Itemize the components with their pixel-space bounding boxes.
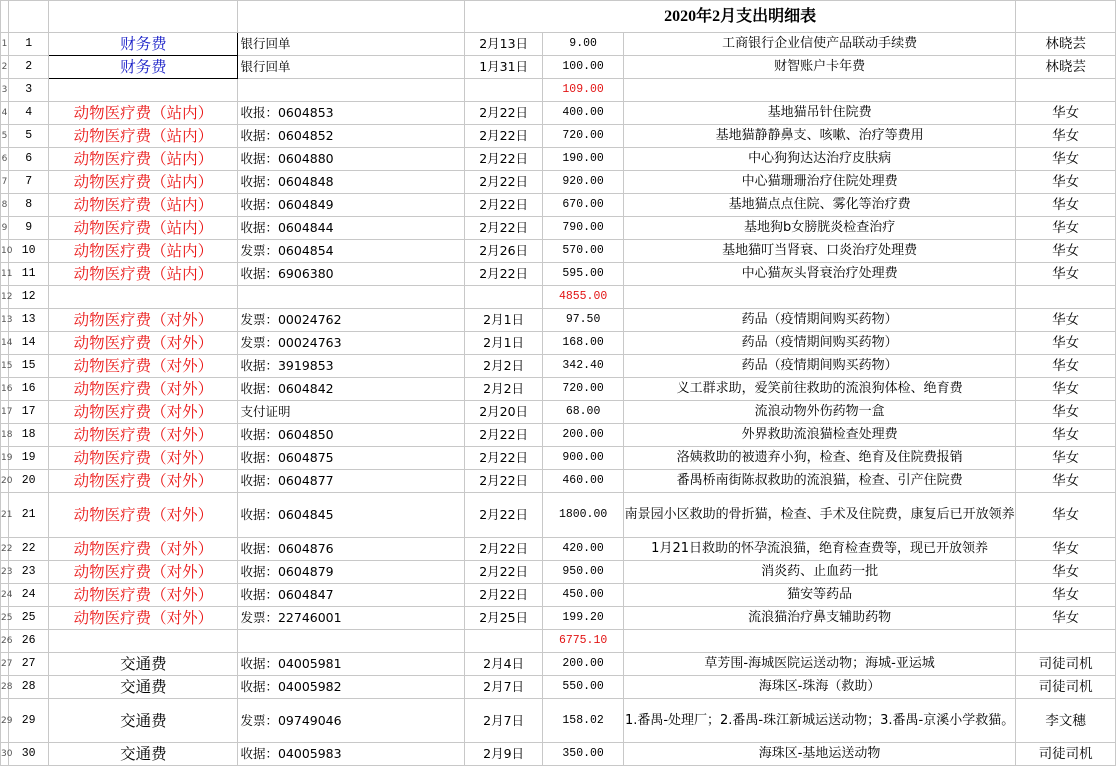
row-header[interactable]: 13 [1,309,9,332]
row-header[interactable]: 16 [1,378,9,401]
date-cell[interactable]: 2月1日 [464,332,542,355]
description-cell[interactable]: 猫安等药品 [623,584,1015,607]
amount-cell[interactable]: 199.20 [543,607,624,630]
description-cell[interactable]: 流浪猫治疗鼻支辅助药物 [623,607,1015,630]
category-cell[interactable]: 动物医疗费（对外） [49,493,238,538]
cell[interactable] [49,1,238,33]
description-cell[interactable]: 海珠区-基地运送动物 [623,743,1015,766]
date-cell[interactable] [464,286,542,309]
amount-cell[interactable]: 720.00 [543,125,624,148]
document-cell[interactable]: 收据：0604842 [238,378,464,401]
row-number-cell[interactable]: 10 [9,240,49,263]
person-cell[interactable] [1016,630,1116,653]
row-number-cell[interactable]: 28 [9,676,49,699]
category-cell[interactable]: 动物医疗费（对外） [49,447,238,470]
cell[interactable] [238,1,464,33]
amount-cell[interactable]: 68.00 [543,401,624,424]
person-cell[interactable]: 华女 [1016,401,1116,424]
table-row [1,676,1116,699]
description-cell[interactable]: 洛姨救助的被遗弃小狗，检查、绝育及住院费报销 [623,447,1015,470]
row-number-cell[interactable]: 18 [9,424,49,447]
row-number-cell[interactable]: 15 [9,355,49,378]
amount-cell[interactable]: 570.00 [543,240,624,263]
description-cell[interactable]: 基地猫叮当肾衰、口炎治疗处理费 [623,240,1015,263]
document-cell[interactable]: 收据：04005983 [238,743,464,766]
table-row [1,355,1116,378]
document-cell[interactable] [238,630,464,653]
table-row [1,240,1116,263]
category-cell[interactable] [49,79,238,102]
category-cell[interactable]: 交通费 [49,676,238,699]
row-number-cell[interactable]: 13 [9,309,49,332]
table-row [1,424,1116,447]
category-cell[interactable]: 动物医疗费（站内） [49,217,238,240]
row-header[interactable]: 20 [1,470,9,493]
table-row [1,561,1116,584]
row-number-cell[interactable]: 23 [9,561,49,584]
document-cell[interactable] [238,79,464,102]
date-cell[interactable]: 2月22日 [464,424,542,447]
table-row [1,171,1116,194]
row-number-cell[interactable]: 17 [9,401,49,424]
row-header[interactable]: 10 [1,240,9,263]
date-cell[interactable]: 2月13日 [464,33,542,56]
row-header[interactable]: 18 [1,424,9,447]
amount-cell[interactable]: 342.40 [543,355,624,378]
person-cell[interactable]: 华女 [1016,148,1116,171]
document-cell[interactable]: 发票：22746001 [238,607,464,630]
row-number-cell[interactable]: 14 [9,332,49,355]
subtotal-row [1,286,1116,309]
title-row [1,1,1116,33]
table-row [1,493,1116,538]
date-cell[interactable]: 2月7日 [464,699,542,743]
row-header[interactable]: 3 [1,79,9,102]
person-cell[interactable]: 华女 [1016,584,1116,607]
document-cell[interactable]: 收据：0604876 [238,538,464,561]
date-cell[interactable]: 2月22日 [464,263,542,286]
category-cell[interactable] [49,630,238,653]
description-cell[interactable]: 南景园小区救助的骨折猫，检查、手术及住院费，康复后已开放领养 [623,493,1015,538]
row-number-cell[interactable]: 9 [9,217,49,240]
table-row [1,653,1116,676]
amount-cell[interactable]: 920.00 [543,171,624,194]
person-cell[interactable]: 司徒司机 [1016,676,1116,699]
person-cell[interactable]: 华女 [1016,171,1116,194]
row-number-cell[interactable]: 24 [9,584,49,607]
row-header[interactable]: 6 [1,148,9,171]
category-cell[interactable]: 动物医疗费（对外） [49,538,238,561]
category-cell[interactable]: 财务费 [49,56,238,79]
person-cell[interactable]: 李文穗 [1016,699,1116,743]
date-cell[interactable]: 2月22日 [464,217,542,240]
date-cell[interactable]: 2月22日 [464,171,542,194]
category-cell[interactable]: 动物医疗费（站内） [49,102,238,125]
description-cell[interactable]: 1.番禺-处理厂；2.番禺-珠江新城运送动物；3.番禺-京溪小学救猫。 [623,699,1015,743]
description-cell[interactable]: 药品（疫情期间购买药物） [623,355,1015,378]
date-cell[interactable] [464,79,542,102]
row-number-cell[interactable]: 7 [9,171,49,194]
person-cell[interactable]: 华女 [1016,447,1116,470]
date-cell[interactable]: 2月2日 [464,378,542,401]
person-cell[interactable]: 华女 [1016,102,1116,125]
category-cell[interactable]: 动物医疗费（对外） [49,561,238,584]
document-cell[interactable]: 收据：0604880 [238,148,464,171]
row-header[interactable]: 21 [1,493,9,538]
document-cell[interactable]: 收据：0604848 [238,171,464,194]
table-row [1,401,1116,424]
row-number-cell[interactable]: 1 [9,33,49,56]
date-cell[interactable]: 2月22日 [464,470,542,493]
category-cell[interactable] [49,286,238,309]
date-cell[interactable]: 2月9日 [464,743,542,766]
document-cell[interactable]: 收据：0604879 [238,561,464,584]
row-number-cell[interactable]: 20 [9,470,49,493]
amount-cell[interactable]: 190.00 [543,148,624,171]
document-cell[interactable]: 收据：0604844 [238,217,464,240]
person-cell[interactable]: 林晓芸 [1016,33,1116,56]
description-cell[interactable]: 外界救助流浪猫检查处理费 [623,424,1015,447]
table-row [1,743,1116,766]
subtotal-row [1,630,1116,653]
amount-cell[interactable]: 168.00 [543,332,624,355]
row-number-cell[interactable]: 6 [9,148,49,171]
table-row [1,584,1116,607]
date-cell[interactable]: 2月22日 [464,194,542,217]
table-row [1,217,1116,240]
category-cell[interactable]: 动物医疗费（站内） [49,148,238,171]
row-header[interactable]: 22 [1,538,9,561]
row-number-cell[interactable]: 26 [9,630,49,653]
date-cell[interactable]: 2月7日 [464,676,542,699]
description-cell[interactable]: 基地狗b女膀胱炎检查治疗 [623,217,1015,240]
row-number-cell[interactable]: 2 [9,56,49,79]
amount-cell[interactable]: 550.00 [543,676,624,699]
date-cell[interactable]: 2月22日 [464,447,542,470]
date-cell[interactable]: 2月1日 [464,309,542,332]
row-number-cell[interactable]: 4 [9,102,49,125]
document-cell[interactable]: 收据：6906380 [238,263,464,286]
row-header[interactable]: 27 [1,653,9,676]
row-number-cell[interactable]: 11 [9,263,49,286]
table-row [1,309,1116,332]
person-cell[interactable]: 华女 [1016,309,1116,332]
person-cell[interactable]: 华女 [1016,561,1116,584]
description-cell[interactable]: 中心狗狗达达治疗皮肤病 [623,148,1015,171]
date-cell[interactable]: 1月31日 [464,56,542,79]
person-cell[interactable]: 司徒司机 [1016,743,1116,766]
description-cell[interactable]: 工商银行企业信使产品联动手续费 [623,33,1015,56]
person-cell[interactable]: 华女 [1016,355,1116,378]
document-cell[interactable]: 发票：00024763 [238,332,464,355]
table-row [1,102,1116,125]
table-row [1,332,1116,355]
category-cell[interactable]: 交通费 [49,743,238,766]
amount-cell[interactable]: 900.00 [543,447,624,470]
category-cell[interactable]: 财务费 [49,33,238,56]
date-cell[interactable] [464,630,542,653]
row-header[interactable]: 19 [1,447,9,470]
row-number-cell[interactable]: 30 [9,743,49,766]
category-cell[interactable]: 动物医疗费（对外） [49,607,238,630]
category-cell[interactable]: 动物医疗费（对外） [49,309,238,332]
document-cell[interactable]: 收据：0604852 [238,125,464,148]
document-cell[interactable]: 收据：0604849 [238,194,464,217]
row-header[interactable]: 24 [1,584,9,607]
category-cell[interactable]: 动物医疗费（对外） [49,401,238,424]
category-cell[interactable]: 动物医疗费（站内） [49,171,238,194]
person-cell[interactable]: 华女 [1016,263,1116,286]
document-cell[interactable]: 发票：00024762 [238,309,464,332]
description-cell[interactable]: 1月21日救助的怀孕流浪猫，绝育检查费等，现已开放领养 [623,538,1015,561]
date-cell[interactable]: 2月20日 [464,401,542,424]
row-header[interactable]: 14 [1,332,9,355]
table-row [1,194,1116,217]
row-number-cell[interactable]: 19 [9,447,49,470]
date-cell[interactable]: 2月22日 [464,148,542,171]
description-cell[interactable]: 中心猫珊珊治疗住院处理费 [623,171,1015,194]
document-cell[interactable] [238,286,464,309]
table-row [1,148,1116,171]
person-cell[interactable]: 华女 [1016,194,1116,217]
person-cell[interactable]: 华女 [1016,240,1116,263]
row-header[interactable]: 1 [1,33,9,56]
table-row [1,447,1116,470]
person-cell[interactable]: 华女 [1016,470,1116,493]
amount-cell[interactable]: 158.02 [543,699,624,743]
amount-cell[interactable]: 1800.00 [543,493,624,538]
description-cell[interactable]: 中心猫灰头肾衰治疗处理费 [623,263,1015,286]
row-number-cell[interactable]: 21 [9,493,49,538]
date-cell[interactable]: 2月22日 [464,561,542,584]
document-cell[interactable]: 收据：3919853 [238,355,464,378]
row-header[interactable]: 17 [1,401,9,424]
row-number-cell[interactable]: 12 [9,286,49,309]
category-cell[interactable]: 动物医疗费（对外） [49,584,238,607]
description-cell[interactable]: 基地猫吊针住院费 [623,102,1015,125]
table-row [1,699,1116,743]
description-cell[interactable]: 消炎药、止血药一批 [623,561,1015,584]
table-row [1,470,1116,493]
document-cell[interactable]: 银行回单 [238,56,464,79]
person-cell[interactable]: 华女 [1016,538,1116,561]
document-cell[interactable]: 收据：0604875 [238,447,464,470]
description-cell[interactable] [623,286,1015,309]
table-row [1,33,1116,56]
category-cell[interactable]: 动物医疗费（对外） [49,424,238,447]
cell[interactable] [9,1,49,33]
document-cell[interactable]: 收据：0604877 [238,470,464,493]
category-cell[interactable]: 动物医疗费（对外） [49,378,238,401]
person-cell[interactable] [1016,286,1116,309]
date-cell[interactable]: 2月22日 [464,125,542,148]
row-number-cell[interactable]: 3 [9,79,49,102]
table-row [1,378,1116,401]
amount-cell[interactable]: 200.00 [543,424,624,447]
description-cell[interactable]: 基地猫静静鼻支、咳嗽、治疗等费用 [623,125,1015,148]
table-row [1,56,1116,79]
category-cell[interactable]: 交通费 [49,699,238,743]
row-number-cell[interactable]: 25 [9,607,49,630]
row-header[interactable]: 28 [1,676,9,699]
row-header[interactable]: 30 [1,743,9,766]
amount-cell[interactable]: 420.00 [543,538,624,561]
row-header[interactable]: 2 [1,56,9,79]
description-cell[interactable]: 义工群求助，爱笑前往救助的流浪狗体检、绝育费 [623,378,1015,401]
description-cell[interactable] [623,79,1015,102]
row-header[interactable]: 9 [1,217,9,240]
description-cell[interactable]: 药品（疫情期间购买药物） [623,332,1015,355]
person-cell[interactable]: 司徒司机 [1016,653,1116,676]
row-header[interactable] [1,1,9,33]
category-cell[interactable]: 动物医疗费（对外） [49,470,238,493]
row-number-cell[interactable]: 8 [9,194,49,217]
row-number-cell[interactable]: 27 [9,653,49,676]
person-cell[interactable]: 华女 [1016,217,1116,240]
person-cell[interactable]: 华女 [1016,378,1116,401]
row-number-cell[interactable]: 5 [9,125,49,148]
amount-cell[interactable]: 790.00 [543,217,624,240]
row-header[interactable]: 12 [1,286,9,309]
category-cell[interactable]: 动物医疗费（对外） [49,332,238,355]
subtotal-row [1,79,1116,102]
table-row [1,125,1116,148]
amount-cell[interactable]: 400.00 [543,102,624,125]
row-header[interactable]: 29 [1,699,9,743]
amount-cell[interactable]: 350.00 [543,743,624,766]
amount-cell[interactable]: 9.00 [543,33,624,56]
row-header[interactable]: 8 [1,194,9,217]
row-header[interactable]: 7 [1,171,9,194]
date-cell[interactable]: 2月22日 [464,493,542,538]
document-cell[interactable]: 银行回单 [238,33,464,56]
amount-cell[interactable]: 97.50 [543,309,624,332]
row-header[interactable]: 25 [1,607,9,630]
date-cell[interactable]: 2月2日 [464,355,542,378]
row-header[interactable]: 23 [1,561,9,584]
category-cell[interactable]: 动物医疗费（站内） [49,194,238,217]
description-cell[interactable]: 基地猫点点住院、雾化等治疗费 [623,194,1015,217]
document-cell[interactable]: 发票：09749046 [238,699,464,743]
amount-cell[interactable]: 720.00 [543,378,624,401]
amount-cell[interactable]: 200.00 [543,653,624,676]
person-cell[interactable]: 华女 [1016,125,1116,148]
document-cell[interactable]: 收据：0604845 [238,493,464,538]
cell[interactable] [1016,1,1116,33]
document-cell[interactable]: 收据：04005981 [238,653,464,676]
document-cell[interactable]: 收据：0604850 [238,424,464,447]
document-cell[interactable]: 收据：04005982 [238,676,464,699]
date-cell[interactable]: 2月22日 [464,538,542,561]
description-cell[interactable]: 海珠区-珠海（救助） [623,676,1015,699]
row-header[interactable]: 26 [1,630,9,653]
document-cell[interactable]: 发票：0604854 [238,240,464,263]
description-cell[interactable]: 财智账户卡年费 [623,56,1015,79]
amount-cell[interactable]: 950.00 [543,561,624,584]
description-cell[interactable]: 番禺桥南街陈叔救助的流浪猫，检查、引产住院费 [623,470,1015,493]
person-cell[interactable] [1016,79,1116,102]
amount-cell[interactable]: 450.00 [543,584,624,607]
description-cell[interactable]: 流浪动物外伤药物一盒 [623,401,1015,424]
subtotal-amount-cell[interactable]: 4855.00 [543,286,624,309]
person-cell[interactable]: 华女 [1016,332,1116,355]
person-cell[interactable]: 华女 [1016,493,1116,538]
date-cell[interactable]: 2月25日 [464,607,542,630]
date-cell[interactable]: 2月26日 [464,240,542,263]
category-cell[interactable]: 动物医疗费（对外） [49,355,238,378]
description-cell[interactable]: 药品（疫情期间购买药物） [623,309,1015,332]
table-row [1,538,1116,561]
row-header[interactable]: 4 [1,102,9,125]
document-cell[interactable]: 收报：0604853 [238,102,464,125]
date-cell[interactable]: 2月4日 [464,653,542,676]
subtotal-amount-cell[interactable]: 6775.10 [543,630,624,653]
amount-cell[interactable]: 460.00 [543,470,624,493]
person-cell[interactable]: 华女 [1016,424,1116,447]
category-cell[interactable]: 动物医疗费（站内） [49,240,238,263]
row-header[interactable]: 11 [1,263,9,286]
row-header[interactable]: 15 [1,355,9,378]
amount-cell[interactable]: 670.00 [543,194,624,217]
description-cell[interactable] [623,630,1015,653]
subtotal-amount-cell[interactable]: 109.00 [543,79,624,102]
category-cell[interactable]: 动物医疗费（站内） [49,125,238,148]
document-cell[interactable]: 支付证明 [238,401,464,424]
category-cell[interactable]: 动物医疗费（站内） [49,263,238,286]
amount-cell[interactable]: 595.00 [543,263,624,286]
description-cell[interactable]: 草芳围-海城医院运送动物；海城-亚运城 [623,653,1015,676]
person-cell[interactable]: 林晓芸 [1016,56,1116,79]
date-cell[interactable]: 2月22日 [464,584,542,607]
table-row [1,607,1116,630]
row-number-cell[interactable]: 22 [9,538,49,561]
person-cell[interactable]: 华女 [1016,607,1116,630]
row-number-cell[interactable]: 16 [9,378,49,401]
date-cell[interactable]: 2月22日 [464,102,542,125]
document-cell[interactable]: 收据：0604847 [238,584,464,607]
row-number-cell[interactable]: 29 [9,699,49,743]
row-header[interactable]: 5 [1,125,9,148]
amount-cell[interactable]: 100.00 [543,56,624,79]
table-row [1,263,1116,286]
sheet-title[interactable]: 2020年2月支出明细表 [464,1,1015,33]
category-cell[interactable]: 交通费 [49,653,238,676]
